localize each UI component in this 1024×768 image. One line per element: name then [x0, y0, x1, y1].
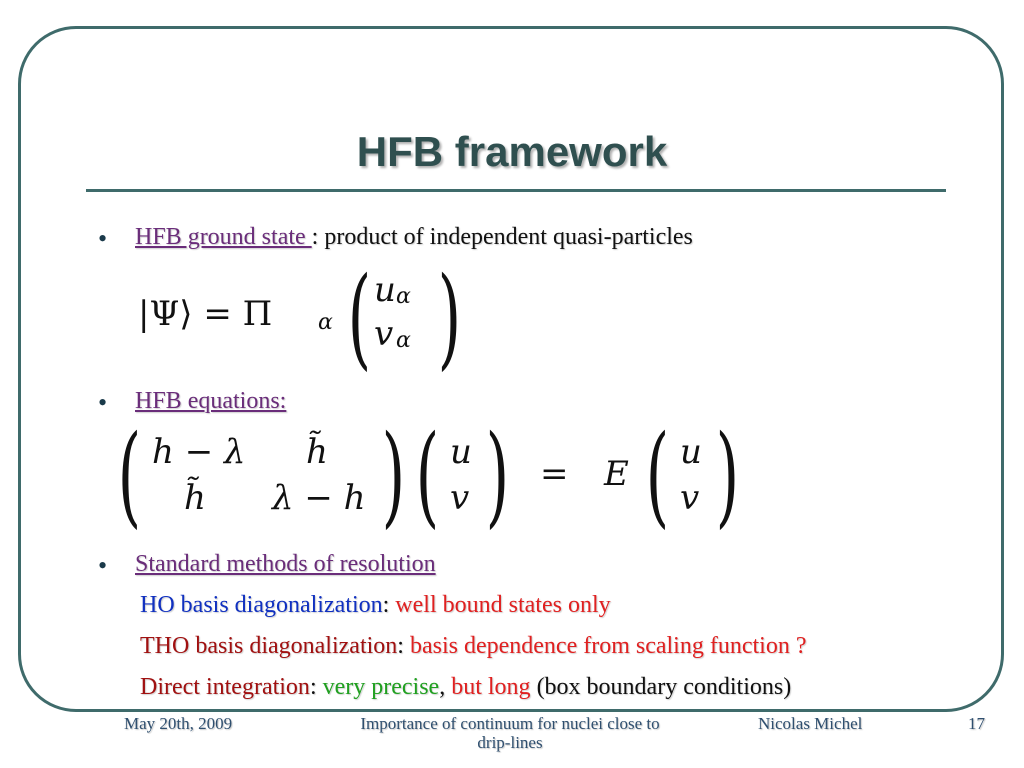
method-direct-long: but long	[451, 674, 531, 700]
method-tho-name: THO basis diagonalization	[140, 633, 398, 659]
eq1-lhs: |Ψ⟩ = Π	[138, 294, 273, 334]
footer-author: Nicolas Michel	[758, 714, 863, 733]
eq2-vec-right-paren: )	[485, 411, 510, 539]
ground-state-link[interactable]: HFB ground state	[135, 224, 312, 250]
eq2-u: u	[450, 432, 472, 472]
eq2-m21: h̃	[184, 478, 206, 518]
footer-page-number: 17	[968, 714, 985, 733]
method-tho	[140, 633, 806, 660]
ground-state-text: : product of independent quasi-particles	[311, 224, 693, 250]
title-rule	[86, 189, 946, 192]
eq2-rhs-right-paren: )	[715, 411, 740, 539]
method-tho-sep: :	[397, 633, 410, 659]
equations-link[interactable]: HFB equations:	[135, 388, 287, 414]
method-ho	[140, 592, 611, 619]
eq2-rhs-v: v	[680, 478, 700, 518]
equation-hfb	[116, 411, 756, 539]
method-direct	[140, 674, 791, 701]
bullet-marker: •	[98, 224, 108, 253]
bullet-equations	[135, 388, 286, 415]
slide-title: HFB framework	[356, 128, 668, 175]
eq1-bottom: v	[374, 314, 394, 354]
method-direct-precise: very precise	[322, 674, 440, 700]
bullet-methods	[135, 551, 436, 578]
eq1-subscript: α	[318, 310, 333, 335]
equation-ground-state	[138, 253, 468, 381]
eq1-top: u	[374, 270, 396, 310]
eq2-rhs-u: u	[680, 432, 702, 472]
eq1-right-paren: )	[437, 253, 462, 381]
footer-talk-title-line2: drip-lines	[477, 733, 543, 752]
method-direct-sep: :	[309, 674, 323, 700]
method-tho-detail: basis dependence from scaling function ?	[409, 633, 807, 659]
method-direct-box: (box boundary conditions)	[530, 674, 792, 700]
eq2-m11: h − λ	[152, 432, 246, 472]
method-ho-sep: :	[382, 592, 396, 618]
method-ho-detail: well bound states only	[395, 592, 611, 618]
eq2-equals: =	[540, 454, 569, 494]
eq1-bottom-sub: α	[396, 328, 411, 353]
eq2-right-paren: )	[381, 411, 406, 539]
eq1-top-sub: α	[396, 284, 411, 309]
methods-link[interactable]: Standard methods of resolution	[135, 551, 436, 577]
method-ho-name: HO basis diagonalization	[140, 592, 383, 618]
bullet-marker: •	[98, 551, 108, 580]
eq2-left-paren: (	[117, 411, 142, 539]
eq2-v: v	[450, 478, 470, 518]
footer-talk-title-line1: Importance of continuum for nuclei close to	[360, 714, 660, 733]
footer-talk-title	[300, 714, 720, 752]
eq2-m12: h̃	[306, 432, 328, 472]
method-direct-name: Direct integration	[140, 674, 310, 700]
footer-date: May 20th, 2009	[124, 714, 233, 733]
eq2-m22: λ − h	[272, 478, 366, 518]
eq2-rhs-left-paren: (	[645, 411, 670, 539]
eq2-vec-left-paren: (	[415, 411, 440, 539]
eq2-E: E	[604, 454, 629, 494]
bullet-ground-state	[135, 224, 693, 251]
eq1-left-paren: (	[347, 253, 372, 381]
method-direct-comma: ,	[439, 674, 452, 700]
bullet-marker: •	[98, 388, 108, 417]
